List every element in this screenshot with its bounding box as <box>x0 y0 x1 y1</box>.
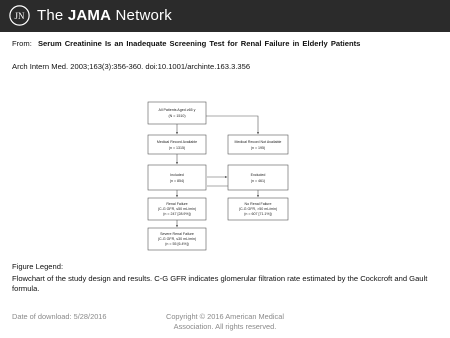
figure-legend-label: Figure Legend: <box>12 262 64 271</box>
box-record-available <box>148 135 206 154</box>
box-no-renal-failure-line1: No Renal Failure <box>244 202 272 206</box>
box-severe-renal-failure <box>148 228 206 250</box>
from-label: From: <box>12 39 32 48</box>
figure-legend-text: Flowchart of the study design and results. C-G GFR indicates glomerular filtration rate estimated by the Cockcroft and Gault formula. <box>12 274 428 293</box>
box-included-line1: Included <box>170 173 184 177</box>
brand-prefix: The <box>37 7 68 24</box>
brand-bold: JAMA <box>67 7 112 24</box>
copyright <box>150 312 300 332</box>
box-excluded-line2: (n = 461) <box>250 179 266 183</box>
box-record-available-line2: (n = 1315) <box>168 146 186 150</box>
date-value: 5/28/2016 <box>73 312 107 321</box>
box-no-renal-failure-line2: (C-G GFR, >50 mL/min) <box>238 207 278 211</box>
logo-letters: JN <box>14 11 25 21</box>
box-severe-line1: Severe Renal Failure <box>160 232 194 236</box>
arrow-all-to-not-available <box>205 116 258 134</box>
box-severe-line2: (C-G GFR, ≤30 mL/min) <box>157 237 197 241</box>
box-included-line2: (n = 854) <box>169 179 185 183</box>
box-excluded-line1: Excluded <box>250 173 266 177</box>
date-label: Date of download: <box>12 312 72 321</box>
copyright-line1: Copyright © 2016 American Medical <box>165 312 284 321</box>
download-date <box>12 312 107 321</box>
copyright-line2: Association. All rights reserved. <box>173 322 277 331</box>
box-all-patients <box>148 102 206 124</box>
box-all-patients-line1: All Patients Aged ≥65 y <box>158 108 196 112</box>
citation: Arch Intern Med. 2003;163(3):356-360. doi:10.1001/archinte.163.3.356 <box>12 62 251 71</box>
box-severe-line3: (n = 55 [6.4%]) <box>165 242 189 246</box>
box-included <box>148 165 206 190</box>
box-record-available-line1: Medical Record Available <box>156 140 198 144</box>
box-renal-failure-line3: (n = 247 [28.9%]) <box>163 212 191 216</box>
box-renal-failure <box>148 198 206 220</box>
box-all-patients-line2: (N = 1510) <box>168 114 186 118</box>
box-record-not-available <box>228 135 288 154</box>
box-excluded <box>228 165 288 190</box>
brand-suffix: Network <box>111 7 172 24</box>
box-no-renal-failure-line3: (n = 607 [71.1%]) <box>244 212 272 216</box>
box-not-available-line1: Medical Record Not Available <box>234 140 282 144</box>
box-renal-failure-line1: Renal Failure <box>166 202 188 206</box>
box-no-renal-failure <box>228 198 288 220</box>
box-renal-failure-line2: (C-G GFR, ≤50 mL/min) <box>157 207 197 211</box>
box-not-available-line2: (n = 195) <box>250 146 266 150</box>
article-title[interactable]: Serum Creatinine Is an Inadequate Screening Test for Renal Failure in Elderly Patients <box>37 39 361 48</box>
